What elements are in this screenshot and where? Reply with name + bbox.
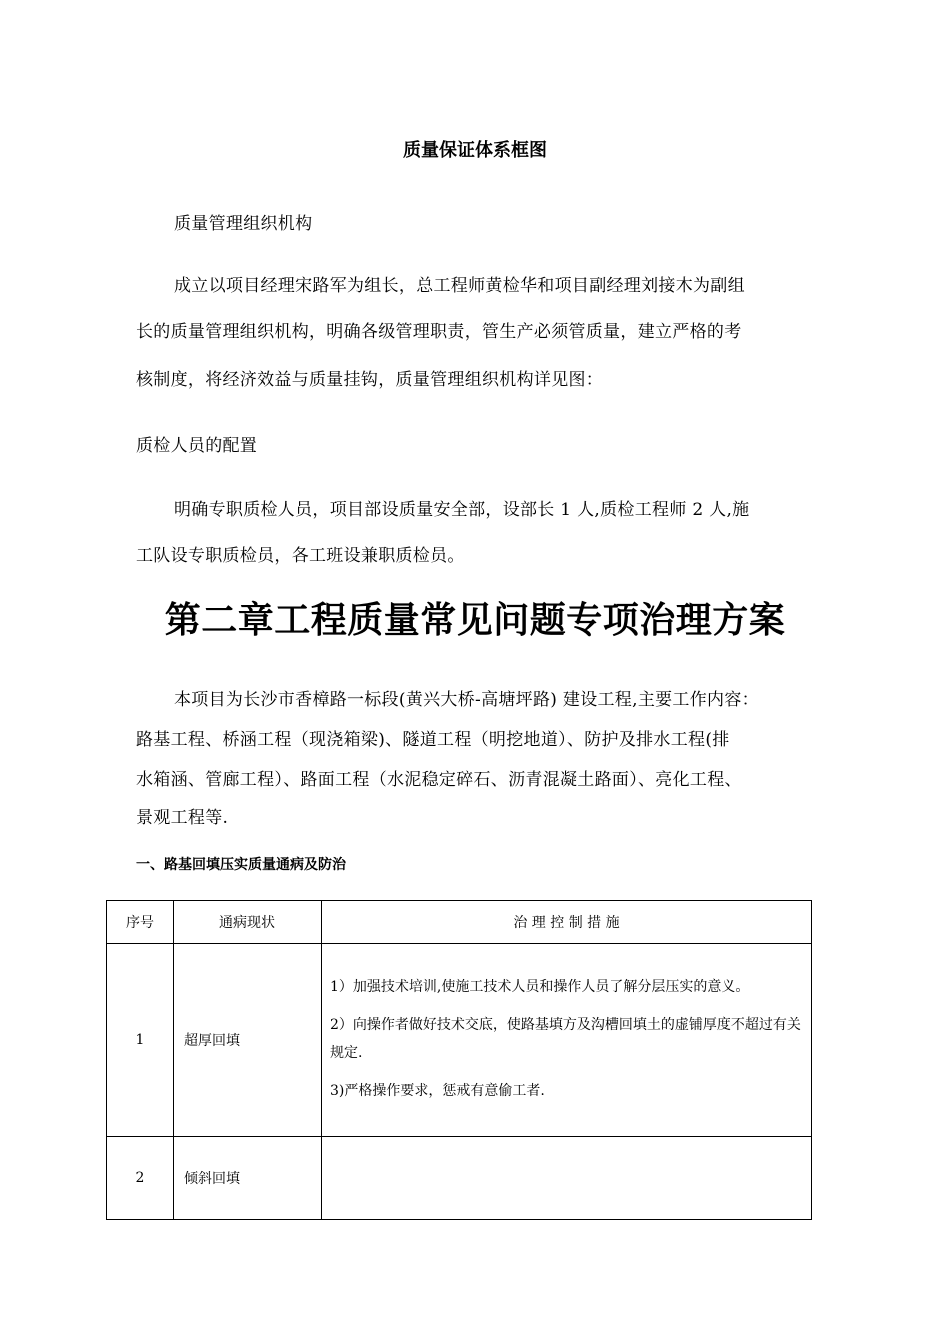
cell-defect: 倾斜回填: [174, 1137, 322, 1220]
page-heading: 质量保证体系框图: [403, 140, 547, 161]
paragraph-line: 路基工程、桥涵工程（现浇箱梁)、隧道工程（明挖地道）、防护及排水工程(排: [136, 730, 730, 750]
cell-defect: 超厚回填: [174, 944, 322, 1137]
paragraph-line: 水箱涵、管廊工程）、路面工程（水泥稳定碎石、沥青混凝土路面）、亮化工程、: [136, 770, 742, 790]
table-section-title: 一、路基回填压实质量通病及防治: [136, 857, 346, 873]
header-measures: 治 理 控 制 措 施: [322, 901, 812, 944]
table-header-row: [107, 901, 812, 944]
paragraph-line: 明确专职质检人员，项目部设质量安全部，设部长 1 人,质检工程师 2 人,施: [174, 500, 750, 520]
header-no: 序号: [107, 901, 174, 944]
defect-table: [106, 900, 812, 1220]
chapter-title: 第二章工程质量常见问题专项治理方案: [164, 600, 786, 641]
paragraph-line: 成立以项目经理宋路军为组长，总工程师黄检华和项目副经理刘接木为副组: [174, 276, 745, 296]
measure-item: 1）加强技术培训,使施工技术人员和操作人员了解分层压实的意义。: [330, 979, 750, 995]
paragraph-line: 工队设专职质检员，各工班设兼职质检员。: [136, 546, 465, 566]
paragraph-line: 景观工程等.: [136, 808, 229, 828]
table-row: [107, 944, 812, 1137]
measure-item: 3)严格操作要求，惩戒有意偷工者.: [330, 1083, 545, 1099]
section-title-org: 质量管理组织机构: [174, 214, 313, 234]
header-defect: 通病现状: [174, 901, 322, 944]
cell-measures: [322, 1137, 812, 1220]
paragraph-line: 核制度，将经济效益与质量挂钩，质量管理组织机构详见图：: [136, 370, 604, 390]
cell-no: 1: [107, 944, 174, 1137]
measure-item: 2）向操作者做好技术交底，使路基填方及沟槽回填土的虚铺厚度不超过有关规定.: [330, 1017, 801, 1061]
cell-measures: [322, 944, 812, 1137]
cell-no: 2: [107, 1137, 174, 1220]
paragraph-line: 长的质量管理组织机构，明确各级管理职责，管生产必须管质量，建立严格的考: [136, 322, 742, 342]
paragraph-line: 本项目为长沙市香樟路一标段(黄兴大桥-高塘坪路) 建设工程,主要工作内容：: [174, 690, 759, 710]
table-row: [107, 1137, 812, 1220]
section-title-staff: 质检人员的配置: [136, 436, 258, 456]
